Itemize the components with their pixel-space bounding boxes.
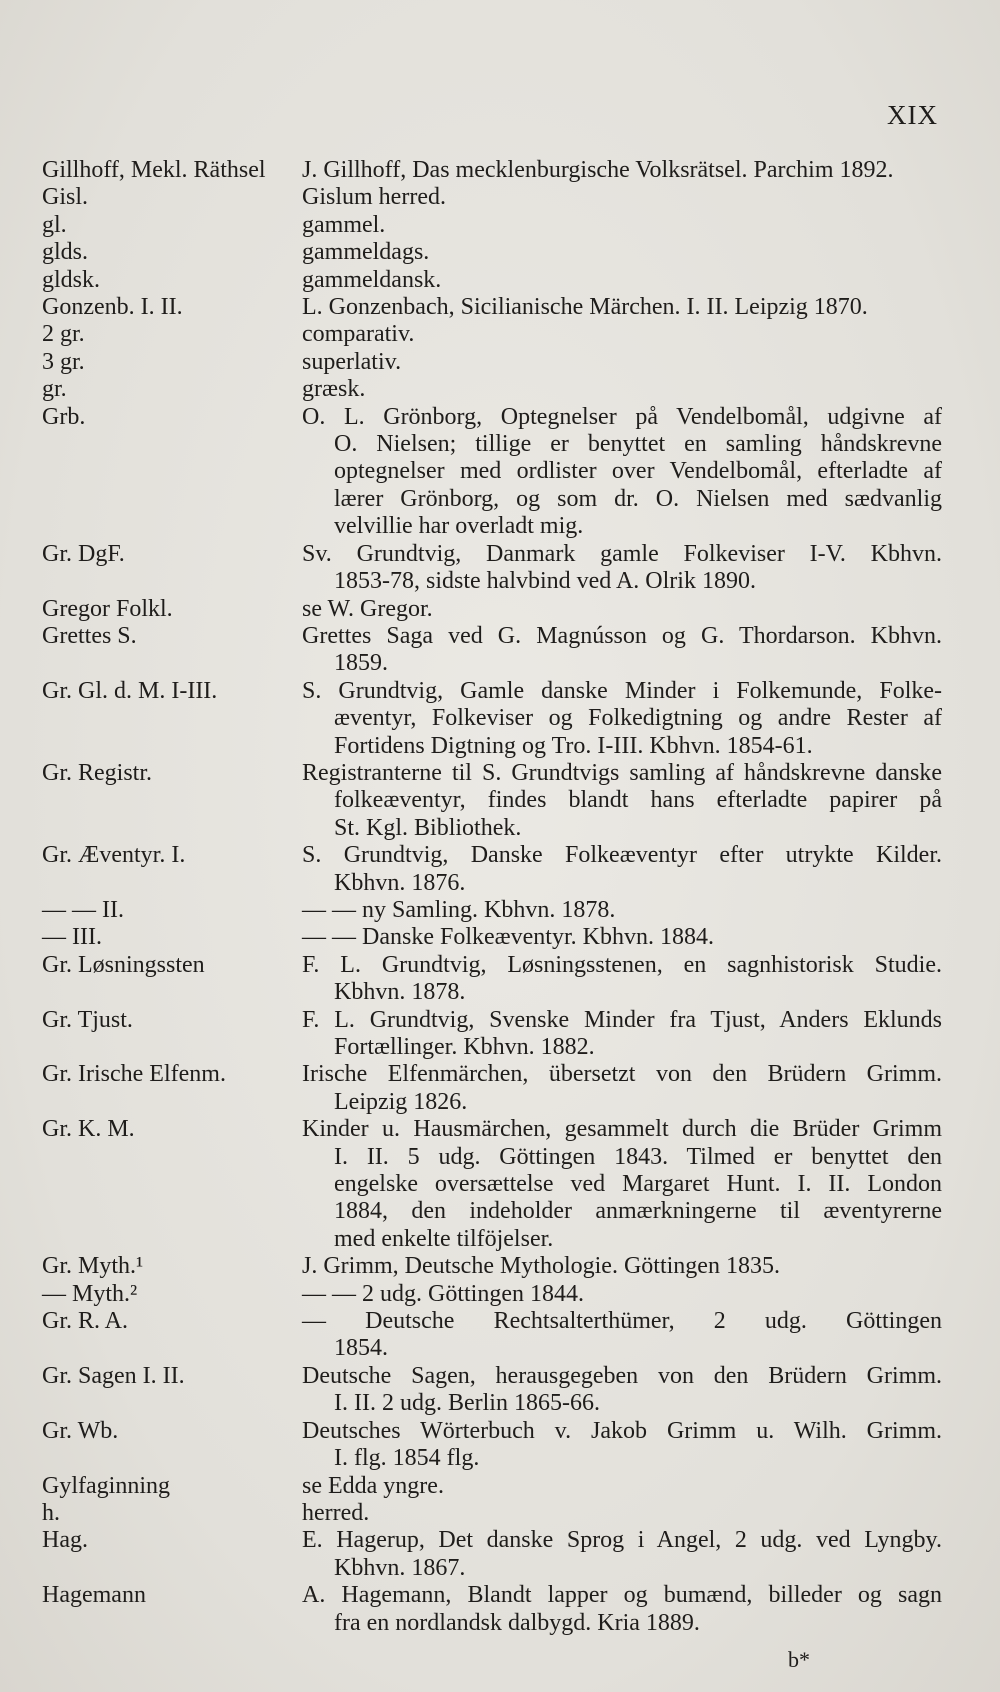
abbreviation-term: — — II. (42, 896, 124, 923)
abbreviation-term: Gillhoff, Mekl. Räthsel (42, 157, 266, 183)
abbreviation-term: Gregor Folkl. (42, 595, 173, 622)
abbreviation-entry (42, 1308, 942, 1363)
abbreviation-expansion (302, 1116, 942, 1253)
abbreviation-expansion (302, 376, 942, 403)
expansion-line: — — 2 udg. Göttingen 1844. (302, 1280, 584, 1307)
abbreviation-expansion (302, 184, 942, 211)
abbreviation-expansion (302, 267, 942, 294)
abbreviation-expansion (302, 321, 942, 348)
expansion-line: se W. Gregor. (302, 595, 433, 622)
expansion-line: Leipzig 1826. (334, 1088, 468, 1115)
abbreviation-expansion (302, 157, 942, 184)
abbreviation-term: gldsk. (42, 266, 101, 293)
abbreviation-term: Gr. Sagen I. II. (42, 1362, 185, 1389)
abbreviation-entry (42, 1527, 942, 1582)
abbreviation-entry (42, 184, 942, 211)
expansion-line: J. Gillhoff, Das mecklenburgische Volksrätsel. Parchim 1892. (302, 157, 894, 183)
abbreviation-term: gr. (42, 376, 67, 403)
abbreviation-expansion (302, 1418, 942, 1473)
signature-mark: b* (788, 1647, 810, 1672)
abbreviation-term: Grettes S. (42, 622, 137, 649)
expansion-line: — Deutsche Rechtsalterthümer, 2 udg. Göttingen (302, 1308, 942, 1335)
abbreviation-expansion (302, 1253, 942, 1280)
abbreviation-term: Gr. R. A. (42, 1308, 129, 1335)
abbreviation-term: Hag. (42, 1527, 88, 1554)
expansion-line: Kbhvn. 1878. (334, 979, 466, 1006)
expansion-line: optegnelser med ordlister over Vendelbomål, efterladte af (334, 458, 942, 485)
abbreviation-entry (42, 1061, 942, 1116)
expansion-line: Irische Elfenmärchen, übersetzt von den Brüdern Grimm. (302, 1061, 942, 1088)
abbreviation-entry (42, 1418, 942, 1473)
expansion-line: 1853-78, sidste halvbind ved A. Olrik 1890. (334, 568, 756, 595)
abbreviation-entry (42, 952, 942, 1007)
abbreviation-term: 2 gr. (42, 321, 85, 348)
abbreviation-term: Gr. Wb. (42, 1417, 119, 1444)
expansion-line: E. Hagerup, Det danske Sprog i Angel, 2 udg. ved Lyngby. (302, 1527, 942, 1554)
abbreviation-entry (42, 239, 942, 266)
expansion-line: folkeæventyr, findes blandt hans efterladte papirer på (334, 787, 942, 814)
expansion-line: Registranterne til S. Grundtvigs samling af håndskrevne danske (302, 759, 942, 786)
abbreviation-expansion (302, 541, 942, 596)
expansion-line: 1884, den indeholder anmærkningerne til æventyrerne (334, 1198, 942, 1225)
expansion-line: gammel. (302, 211, 386, 238)
expansion-line: comparativ. (302, 321, 415, 348)
abbreviation-expansion (302, 1007, 942, 1062)
abbreviation-expansion (302, 678, 942, 760)
abbreviation-expansion (302, 924, 942, 951)
expansion-line: med enkelte tilföjelser. (334, 1225, 554, 1252)
expansion-line: I. II. 5 udg. Göttingen 1843. Tilmed er benyttet den (334, 1143, 942, 1170)
expansion-line: velvillie har overladt mig. (334, 513, 584, 540)
abbreviation-entry (42, 678, 942, 760)
abbreviation-entry (42, 1473, 942, 1500)
abbreviation-expansion (302, 1363, 942, 1418)
expansion-line: se Edda yngre. (302, 1472, 444, 1499)
abbreviation-term: 3 gr. (42, 348, 85, 375)
abbreviation-term: Gr. K. M. (42, 1116, 135, 1143)
abbreviation-entry (42, 157, 942, 184)
abbreviation-expansion (302, 1582, 942, 1637)
expansion-line: I. II. 2 udg. Berlin 1865-66. (334, 1390, 600, 1417)
abbreviation-entry (42, 897, 942, 924)
abbreviation-entry (42, 1363, 942, 1418)
expansion-line: 1854. (334, 1335, 388, 1362)
abbreviation-entry (42, 1281, 942, 1308)
abbreviation-term: Grb. (42, 403, 86, 430)
abbreviation-entry (42, 1007, 942, 1062)
expansion-line: Fortællinger. Kbhvn. 1882. (334, 1034, 595, 1060)
abbreviation-expansion (302, 897, 942, 924)
abbreviation-expansion (302, 212, 942, 239)
expansion-line: lærer Grönborg, og som dr. O. Nielsen med sædvanlig (334, 485, 942, 512)
abbreviation-term: gl. (42, 211, 67, 238)
abbreviation-term: Gr. Æventyr. I. (42, 842, 186, 869)
expansion-line: O. L. Grönborg, Optegnelser på Vendelbomål, udgivne af (302, 403, 942, 430)
expansion-line: J. Grimm, Deutsche Mythologie. Göttingen 1835. (302, 1253, 780, 1280)
expansion-line: — — Danske Folkeæventyr. Kbhvn. 1884. (302, 924, 714, 951)
abbreviation-entry (42, 1582, 942, 1637)
expansion-line: Kbhvn. 1876. (334, 869, 466, 896)
abbreviation-entry (42, 760, 942, 842)
abbreviation-entry (42, 321, 942, 348)
abbreviation-expansion (302, 404, 942, 541)
expansion-line: Kinder u. Hausmärchen, gesammelt durch die Brüder Grimm (302, 1116, 942, 1143)
expansion-line: fra en nordlandsk dalbygd. Kria 1889. (334, 1609, 700, 1636)
abbreviation-list (42, 157, 942, 1637)
abbreviation-expansion (302, 596, 942, 623)
expansion-line: F. L. Grundtvig, Løsningsstenen, en sagnhistorisk Studie. (302, 951, 942, 978)
expansion-line: F. L. Grundtvig, Svenske Minder fra Tjust, Anders Eklunds (302, 1006, 942, 1033)
page-number: XIX (887, 100, 938, 130)
abbreviation-expansion (302, 952, 942, 1007)
abbreviation-entry (42, 349, 942, 376)
abbreviation-expansion (302, 1061, 942, 1116)
expansion-line: herred. (302, 1499, 370, 1526)
abbreviation-term: glds. (42, 239, 89, 266)
abbreviation-term: Gonzenb. I. II. (42, 294, 183, 321)
abbreviation-term: Gr. Myth.¹ (42, 1253, 144, 1280)
abbreviation-expansion (302, 842, 942, 897)
abbreviation-expansion (302, 1281, 942, 1308)
abbreviation-term: Gr. Irische Elfenm. (42, 1061, 226, 1088)
expansion-line: græsk. (302, 376, 366, 403)
expansion-line: gammeldags. (302, 239, 430, 266)
abbreviation-entry (42, 267, 942, 294)
abbreviation-entry (42, 1253, 942, 1280)
abbreviation-entry (42, 924, 942, 951)
abbreviation-term: Gisl. (42, 184, 89, 211)
abbreviation-entry (42, 376, 942, 403)
abbreviation-term: — III. (42, 924, 102, 951)
abbreviation-term: Gylfaginning (42, 1472, 170, 1499)
expansion-line: Kbhvn. 1867. (334, 1554, 466, 1581)
abbreviation-term: — Myth.² (42, 1280, 138, 1307)
abbreviation-entry (42, 842, 942, 897)
expansion-line: superlativ. (302, 348, 402, 375)
expansion-line: S. Grundtvig, Danske Folkeæventyr efter utrykte Kilder. (302, 842, 942, 869)
abbreviation-expansion (302, 294, 942, 321)
abbreviation-expansion (302, 239, 942, 266)
expansion-line: O. Nielsen; tillige er benyttet en samling håndskrevne (334, 431, 942, 458)
abbreviation-term: Gr. Løsningssten (42, 951, 205, 978)
abbreviation-entry (42, 294, 942, 321)
abbreviation-expansion (302, 623, 942, 678)
expansion-line: I. flg. 1854 flg. (334, 1445, 480, 1472)
abbreviation-entry (42, 1500, 942, 1527)
abbreviation-term: h. (42, 1499, 60, 1526)
expansion-line: Grettes Saga ved G. Magnússon og G. Thordarson. Kbhvn. (302, 622, 942, 649)
expansion-line: L. Gonzenbach, Sicilianische Märchen. I. II. Leipzig 1870. (302, 294, 868, 321)
abbreviation-term: Hagemann (42, 1582, 146, 1609)
expansion-line: S. Grundtvig, Gamle danske Minder i Folkemunde, Folke- (302, 677, 942, 704)
abbreviation-entry (42, 623, 942, 678)
expansion-line: Deutsches Wörterbuch v. Jakob Grimm u. Wilh. Grimm. (302, 1417, 942, 1444)
abbreviation-entry (42, 1116, 942, 1253)
expansion-line: Gislum herred. (302, 184, 446, 211)
abbreviation-expansion (302, 349, 942, 376)
abbreviation-term: Gr. Registr. (42, 759, 153, 786)
abbreviation-expansion (302, 1473, 942, 1500)
abbreviation-expansion (302, 1527, 942, 1582)
expansion-line: Deutsche Sagen, herausgegeben von den Brüdern Grimm. (302, 1362, 942, 1389)
abbreviation-expansion (302, 760, 942, 842)
abbreviation-entry (42, 212, 942, 239)
abbreviation-expansion (302, 1308, 942, 1363)
expansion-line: Sv. Grundtvig, Danmark gamle Folkeviser I-V. Kbhvn. (302, 540, 942, 567)
expansion-line: Fortidens Digtning og Tro. I-III. Kbhvn. 1854-61. (334, 732, 813, 759)
expansion-line: engelske oversættelse ved Margaret Hunt. I. II. London (334, 1171, 942, 1198)
abbreviation-entry (42, 596, 942, 623)
expansion-line: 1859. (334, 650, 388, 677)
abbreviation-term: Gr. Gl. d. M. I-III. (42, 677, 218, 704)
abbreviation-expansion (302, 1500, 942, 1527)
abbreviation-term: Gr. Tjust. (42, 1006, 133, 1033)
expansion-line: — — ny Samling. Kbhvn. 1878. (302, 896, 616, 923)
abbreviation-term: Gr. DgF. (42, 540, 125, 567)
expansion-line: A. Hagemann, Blandt lapper og bumænd, billeder og sagn (302, 1582, 942, 1609)
expansion-line: æventyr, Folkeviser og Folkedigtning og andre Rester af (334, 705, 942, 732)
expansion-line: St. Kgl. Bibliothek. (334, 814, 522, 841)
abbreviation-entry (42, 404, 942, 541)
expansion-line: gammeldansk. (302, 266, 442, 293)
abbreviation-entry (42, 541, 942, 596)
